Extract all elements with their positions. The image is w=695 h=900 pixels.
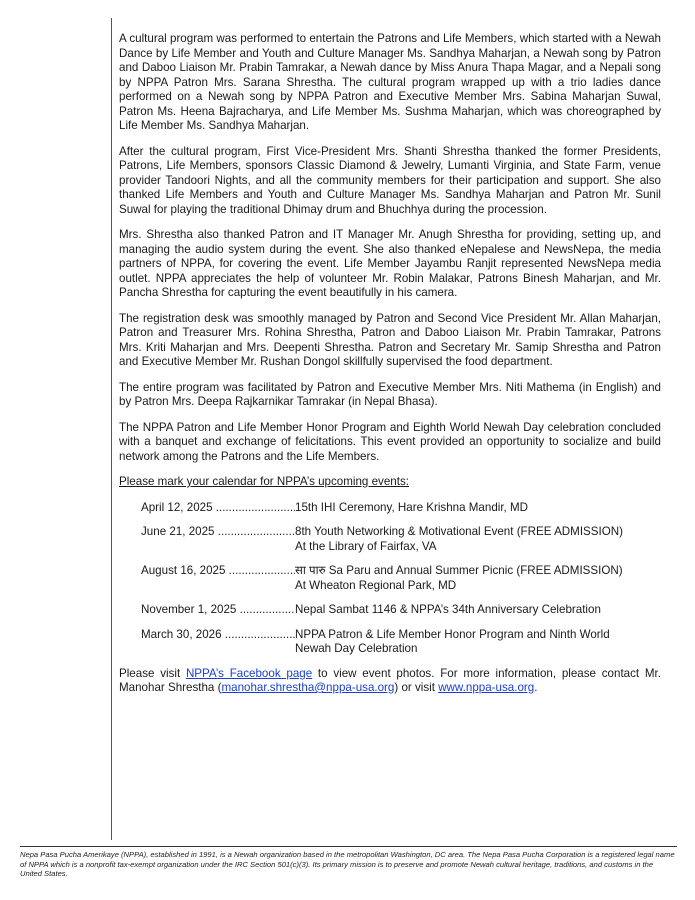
event-date: November 1, 2025 .....: [141, 603, 295, 618]
closing-text: to view event photos. For more information, please contact Mr. Manohar Shrestha (: [119, 666, 661, 694]
article-body: [119, 32, 661, 707]
event-line: सा पारु Sa Paru and Annual Summer Picnic (FREE ADMISSION): [295, 564, 623, 577]
event-item: [141, 501, 661, 516]
event-description: [295, 564, 661, 593]
event-date: August 16, 2025 .....: [141, 564, 295, 593]
event-item: [141, 628, 661, 657]
paragraph-registration: The registration desk was smoothly managed by Patron and Second Vice President Mr. Allan Maharjan, Patron and Treasurer Mrs. Rohina Shrestha, Patron and Daboo Liaison Mr. Prabin Tamrakar, Patrons Mrs. Kriti Maharjan and Mrs. Deepenti Shrestha. Patron and Secretary Mr. Samip Shrestha and Patron and Executive Member Mr. Rushan Dongol skillfully supervised the food department.: [119, 311, 661, 368]
event-item: [141, 564, 661, 593]
event-item: [141, 603, 661, 618]
event-date: March 30, 2026 .....: [141, 628, 295, 657]
footer-note: Nepa Pasa Pucha Amerikaye (NPPA), established in 1991, is a Newah organization based in the metropolitan Washington, DC area. The Nepa Pasa Pucha Corporation is a registered legal name of NPPA which is a nonprofit tax-exempt organization under the IRC Section 501(c)(3). Its primary mission is to preserve and promote Newah cultural heritage, traditions, and customs in the United States.: [20, 850, 675, 879]
closing-text: .: [534, 681, 538, 694]
facebook-link[interactable]: NPPA’s Facebook page: [185, 666, 313, 680]
event-item: [141, 525, 661, 554]
calendar-heading: Please mark your calendar for NPPA’s upcoming events:: [119, 475, 409, 488]
website-link[interactable]: www.nppa-usa.org: [438, 681, 535, 694]
event-description: [295, 628, 661, 657]
event-date: April 12, 2025 .....: [141, 501, 295, 516]
event-description: [295, 501, 661, 516]
closing-text: ) or visit: [394, 681, 439, 694]
event-line: At the Library of Fairfax, VA: [295, 539, 437, 553]
event-line: Nepal Sambat 1146 & NPPA’s 34th Anniversary Celebration: [295, 603, 601, 616]
footer-rule: [20, 846, 677, 847]
paragraph-thanks: After the cultural program, First Vice-President Mrs. Shanti Shrestha thanked the former Presidents, Patrons, Life Members, sponsors Classic Diamond & Jewelry, Lumanti Virginia, and State Farm, venue provider Tandoori Nights, and all the community members for their participation and support. She also thanked Life Members and Youth and Culture Manager Ms. Sandhya Maharjan and Patron Mr. Sunil Suwal for playing the traditional Dhimay drum and Bhuchhya during the procession.: [119, 144, 661, 216]
email-link[interactable]: manohar.shrestha@nppa-usa.org: [221, 681, 395, 694]
event-line: NPPA Patron & Life Member Honor Program and Ninth World: [295, 627, 610, 641]
paragraph-media: Mrs. Shrestha also thanked Patron and IT Manager Mr. Anugh Shrestha for providing, setting up, and managing the audio system during the event. She also thanked eNepalese and NewsNepa, the media partners of NPPA, for covering the event. Life Member Jayambu Ranjit represented NewsNepa media outlet. NPPA appreciates the help of volunteer Mr. Robin Malakar, Patrons Binesh Maharjan, and Mr. Pancha Shrestha for capturing the event beautifully in his camera.: [119, 228, 661, 299]
event-line: At Wheaton Regional Park, MD: [295, 578, 457, 592]
paragraph-cultural-program: A cultural program was performed to entertain the Patrons and Life Members, which started with a Newah Dance by Life Member and Youth and Culture Manager Ms. Sandhya Maharjan, a Newah song by Patron and Daboo Liaison Mr. Prabin Tamrakar, a Newah dance by Miss Anura Thapa Magar, and a Nepali song by NPPA Patron Mrs. Sarana Shrestha. The cultural program wrapped up with a trio ladies dance performed on a Newah song by NPPA Patron and Executive Member Mrs. Sabina Maharjan Suwal, Patron Ms. Heena Bajracharya, and Life Member Ms. Sushma Maharjan, which was choreographed by Life Member Ms. Sandhya Maharjan.: [119, 32, 661, 132]
event-line: 15th IHI Ceremony, Hare Krishna Mandir, MD: [295, 500, 529, 514]
event-date: June 21, 2025 .....: [141, 525, 295, 554]
event-line: 8th Youth Networking & Motivational Event (FREE ADMISSION): [295, 525, 623, 538]
event-list: [141, 501, 661, 657]
paragraph-conclusion: The NPPA Patron and Life Member Honor Program and Eighth World Newah Day celebration concluded with a banquet and exchange of felicitations. This event provided an opportunity to socialize and build network among the Patrons and the Life Members.: [119, 420, 661, 463]
event-description: [295, 525, 661, 554]
paragraph-facilitation: The entire program was facilitated by Patron and Executive Member Mrs. Niti Mathema (in English) and by Patron Mrs. Deepa Rajkarnikar Tamrakar (in Nepal Bhasa).: [119, 380, 661, 408]
event-description: [295, 603, 661, 618]
closing-paragraph: [119, 667, 661, 696]
event-line: Newah Day Celebration: [295, 642, 418, 655]
margin-rule: [111, 18, 112, 840]
closing-text: Please visit: [119, 666, 186, 680]
